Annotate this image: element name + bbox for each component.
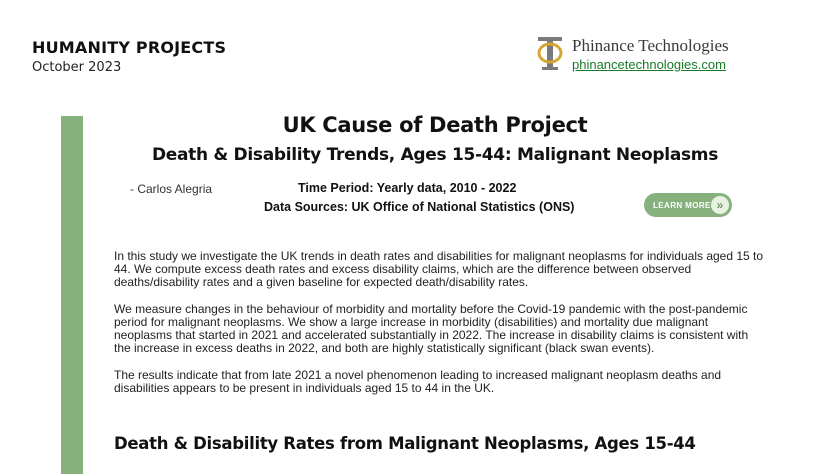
column-pillar-logo xyxy=(536,36,564,72)
header-branding xyxy=(32,38,226,75)
publication-date: October 2023 xyxy=(32,60,122,75)
author-credit: - Carlos Alegria xyxy=(130,182,213,196)
paragraph-findings: We measure changes in the behaviour of morbidity and mortality before the Covid-19 pandemic with the post-pandemic period for malignant neoplasms. We show a large increase in morbidity (disabilities) and mortality due malignant neoplasms that started in 2021 and accelerated substantially in 2022. The increase in disability claims is consistent with the increase in excess deaths in 2022, and both are highly statistically significant (black swan events). xyxy=(114,302,749,355)
org-name: HUMANITY PROJECTS xyxy=(32,38,227,57)
company-website-link[interactable]: phinancetechnologies.com xyxy=(572,57,726,72)
abstract xyxy=(114,250,764,409)
paragraph-intro: In this study we investigate the UK trends in death rates and disabilities for malignant neoplasms for individuals aged 15 to 44. We compute excess death rates and excess disability claims, which are the difference between observed deaths/disability rates and a given baseline for expected death/disability rates. xyxy=(114,249,764,289)
section-heading: Death & Disability Rates from Malignant Neoplasms, Ages 15-44 xyxy=(114,434,696,453)
paragraph-conclusion: The results indicate that from late 2021 a novel phenomenon leading to increased malignant neoplasm deaths and disabilities appears to be present in individuals aged 15 to 44 in the UK. xyxy=(114,368,722,395)
time-period: Time Period: Yearly data, 2010 - 2022 xyxy=(298,181,517,195)
learn-more-button[interactable] xyxy=(644,193,732,217)
company-name: Phinance Technologies xyxy=(572,36,729,55)
double-chevron-right-icon: » xyxy=(711,196,729,214)
decorative-side-bar xyxy=(61,116,83,474)
company-branding xyxy=(536,36,729,72)
data-sources: Data Sources: UK Office of National Statistics (ONS) xyxy=(264,200,575,214)
page-title: UK Cause of Death Project xyxy=(282,113,588,137)
page-subtitle: Death & Disability Trends, Ages 15-44: Malignant Neoplasms xyxy=(151,145,719,165)
learn-more-label: LEARN MORE xyxy=(653,200,711,210)
